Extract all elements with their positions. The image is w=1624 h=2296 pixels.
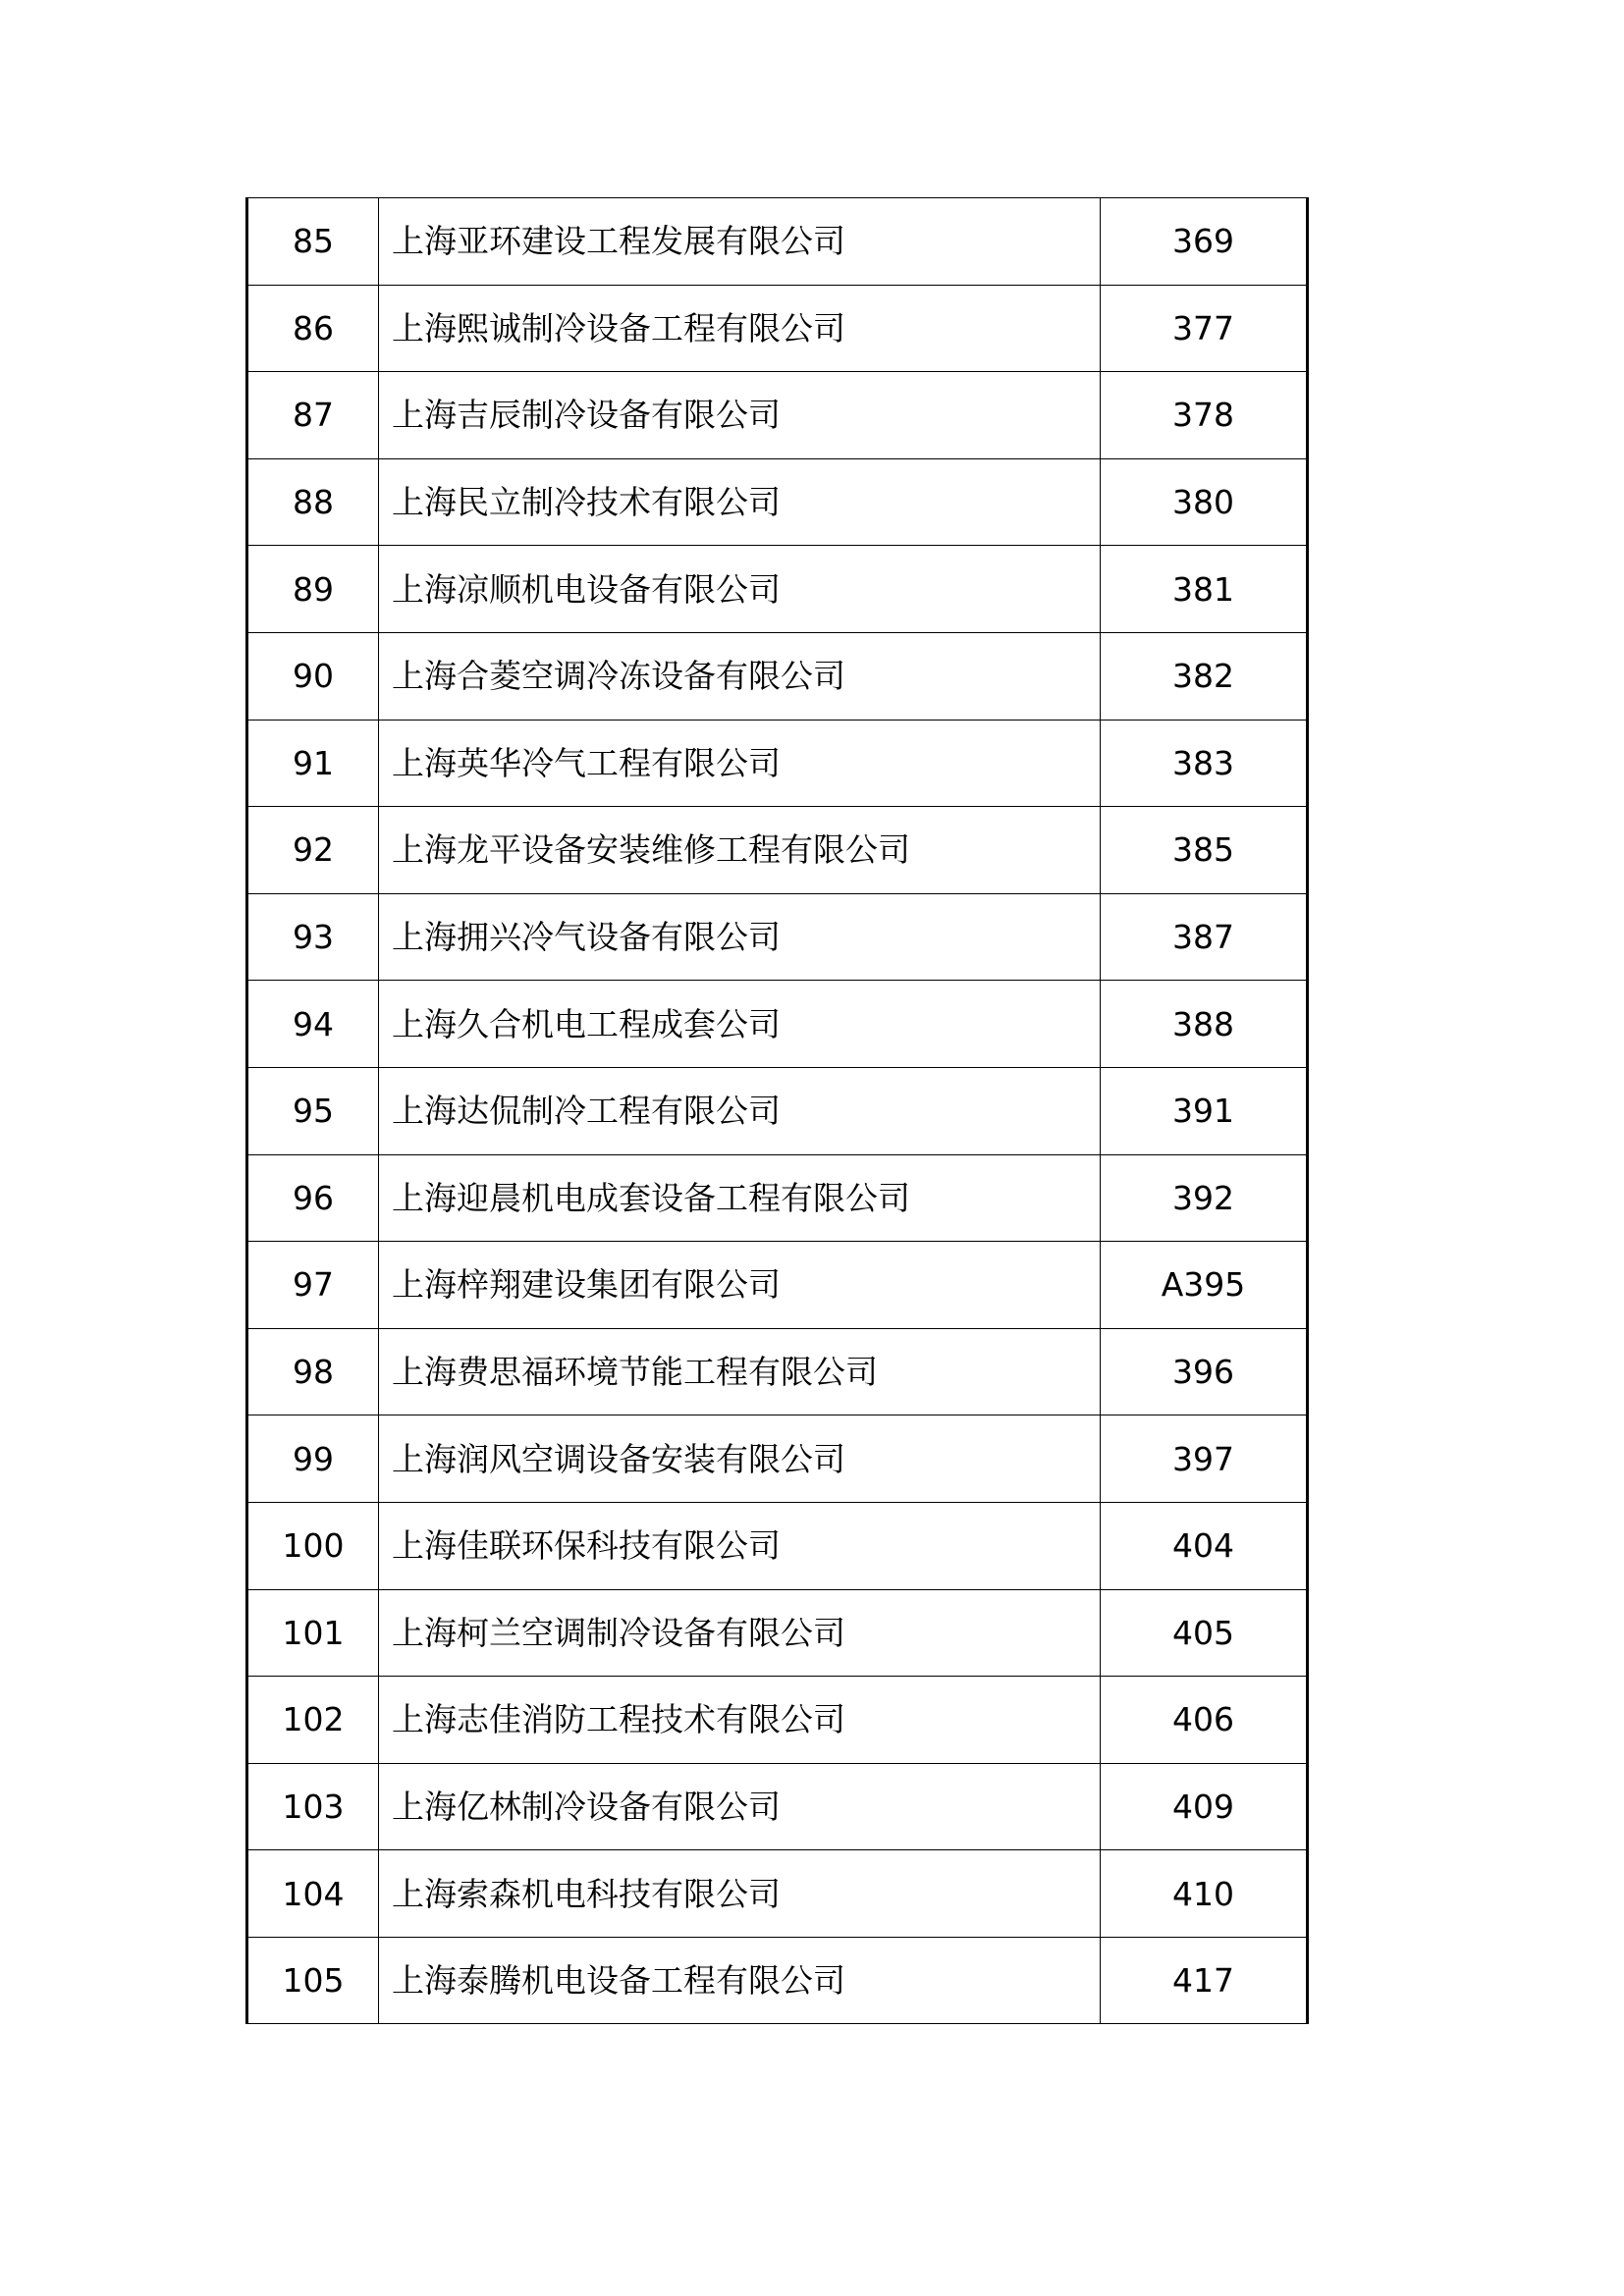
table-row [247,981,1308,1068]
row-number-cell: 92 [247,807,379,894]
table-row [247,458,1308,546]
company-name-cell: 上海亚环建设工程发展有限公司 [379,198,1101,286]
table-row [247,1067,1308,1154]
row-number-cell: 102 [247,1677,379,1764]
company-code-cell: 417 [1101,1937,1308,2024]
row-number-cell: 88 [247,458,379,546]
company-code-cell: 410 [1101,1850,1308,1938]
row-number-cell: 100 [247,1502,379,1589]
company-name-cell: 上海凉顺机电设备有限公司 [379,546,1101,633]
company-name-cell: 上海久合机电工程成套公司 [379,981,1101,1068]
company-code-cell: 381 [1101,546,1308,633]
company-code-cell: 387 [1101,893,1308,981]
row-number-cell: 87 [247,372,379,459]
company-code-cell: 383 [1101,720,1308,807]
row-number-cell: 86 [247,285,379,372]
company-name-cell: 上海迎晨机电成套设备工程有限公司 [379,1154,1101,1242]
company-name-cell: 上海熙诚制冷设备工程有限公司 [379,285,1101,372]
table-row [247,1677,1308,1764]
row-number-cell: 105 [247,1937,379,2024]
table-row [247,1589,1308,1677]
company-name-cell: 上海英华冷气工程有限公司 [379,720,1101,807]
company-code-cell: 405 [1101,1589,1308,1677]
table-row [247,285,1308,372]
company-code-cell: 369 [1101,198,1308,286]
company-code-cell: A395 [1101,1242,1308,1329]
row-number-cell: 90 [247,632,379,720]
row-number-cell: 99 [247,1415,379,1503]
company-name-cell: 上海达侃制冷工程有限公司 [379,1067,1101,1154]
company-table-body [247,198,1308,2024]
company-code-cell: 406 [1101,1677,1308,1764]
company-code-cell: 382 [1101,632,1308,720]
table-row [247,1242,1308,1329]
table-row [247,632,1308,720]
row-number-cell: 91 [247,720,379,807]
company-code-cell: 392 [1101,1154,1308,1242]
company-name-cell: 上海志佳消防工程技术有限公司 [379,1677,1101,1764]
company-code-cell: 391 [1101,1067,1308,1154]
company-code-cell: 380 [1101,458,1308,546]
company-code-cell: 377 [1101,285,1308,372]
company-name-cell: 上海索森机电科技有限公司 [379,1850,1101,1938]
table-row [247,893,1308,981]
table-row [247,807,1308,894]
company-name-cell: 上海佳联环保科技有限公司 [379,1502,1101,1589]
company-name-cell: 上海梓翔建设集团有限公司 [379,1242,1101,1329]
row-number-cell: 101 [247,1589,379,1677]
company-name-cell: 上海费思福环境节能工程有限公司 [379,1328,1101,1415]
company-code-cell: 378 [1101,372,1308,459]
company-code-cell: 385 [1101,807,1308,894]
company-table [245,197,1309,2024]
table-row [247,1850,1308,1938]
company-name-cell: 上海吉辰制冷设备有限公司 [379,372,1101,459]
table-row [247,1415,1308,1503]
row-number-cell: 95 [247,1067,379,1154]
table-row [247,546,1308,633]
company-name-cell: 上海龙平设备安装维修工程有限公司 [379,807,1101,894]
company-name-cell: 上海亿林制冷设备有限公司 [379,1763,1101,1850]
row-number-cell: 85 [247,198,379,286]
company-name-cell: 上海泰腾机电设备工程有限公司 [379,1937,1101,2024]
row-number-cell: 103 [247,1763,379,1850]
table-row [247,720,1308,807]
company-code-cell: 397 [1101,1415,1308,1503]
row-number-cell: 97 [247,1242,379,1329]
row-number-cell: 89 [247,546,379,633]
company-name-cell: 上海拥兴冷气设备有限公司 [379,893,1101,981]
row-number-cell: 93 [247,893,379,981]
row-number-cell: 104 [247,1850,379,1938]
company-code-cell: 388 [1101,981,1308,1068]
table-row [247,1328,1308,1415]
table-row [247,1763,1308,1850]
company-code-cell: 409 [1101,1763,1308,1850]
company-name-cell: 上海民立制冷技术有限公司 [379,458,1101,546]
table-row [247,1502,1308,1589]
row-number-cell: 98 [247,1328,379,1415]
table-row [247,372,1308,459]
table-row [247,1937,1308,2024]
table-row [247,1154,1308,1242]
company-code-cell: 404 [1101,1502,1308,1589]
row-number-cell: 94 [247,981,379,1068]
company-name-cell: 上海柯兰空调制冷设备有限公司 [379,1589,1101,1677]
row-number-cell: 96 [247,1154,379,1242]
company-code-cell: 396 [1101,1328,1308,1415]
company-name-cell: 上海合菱空调冷冻设备有限公司 [379,632,1101,720]
company-name-cell: 上海润风空调设备安装有限公司 [379,1415,1101,1503]
table-row [247,198,1308,286]
